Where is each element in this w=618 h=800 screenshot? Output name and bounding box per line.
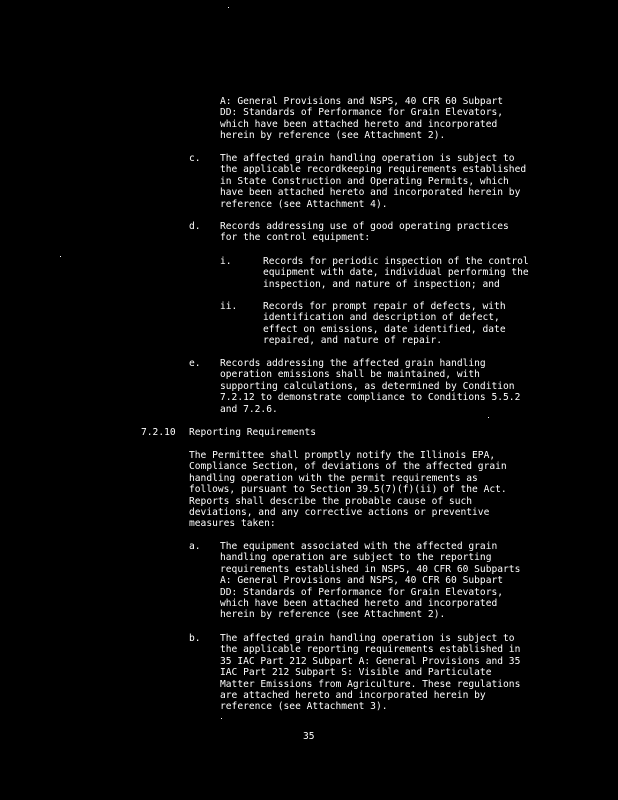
sub-item-i-text: Records for periodic inspection of the control equipment with date, individual performing the inspection, and nature of inspection; and	[263, 256, 529, 290]
sub-item-ii-marker: ii.	[220, 301, 238, 312]
scan-speck	[228, 7, 229, 8]
item-d-marker: d.	[189, 221, 201, 232]
sub-item-ii-text: Records for prompt repair of defects, with identification and description of defect, effect on emissions, date identified, date repaired, and nature of repair.	[263, 301, 506, 347]
report-item-b-marker: b.	[189, 633, 201, 644]
section-heading: Reporting Requirements	[189, 427, 317, 438]
reporting-intro-paragraph: The Permittee shall promptly notify the Illinois EPA, Compliance Section, of deviations of the affected grain handling operation with the permit requirements as follows, pursuant to Section 39.5(7)(f)(ii) of the Act. Reports shall describe the probable cause of such deviations, and any corrective actions or preventive measures taken:	[189, 450, 507, 530]
sub-item-i-marker: i.	[220, 256, 232, 267]
item-e-marker: e.	[189, 358, 201, 369]
item-e-text: Records addressing the affected grain handling operation emissions shall be maintained, with supporting calculations, as determined by Condition 7.2.12 to demonstrate compliance to Conditions 5.5.2 and 7.2.6.	[220, 358, 521, 415]
report-item-a-text: The equipment associated with the affected grain handling operation are subject to the reporting requirements established in NSPS, 40 CFR 60 Subparts A: General Provisions and NSPS, 40 CFR 60 Subpart DD: Standards of Performance for Grain Elevators, which have been attached hereto and incorporated herein by reference (see Attachment 2).	[220, 541, 521, 621]
section-number: 7.2.10	[141, 427, 176, 438]
continued-paragraph: A: General Provisions and NSPS, 40 CFR 60 Subpart DD: Standards of Performance for Grain Elevators, which have been attached hereto and incorporated herein by reference (see Attachment 2).	[220, 96, 504, 142]
scan-speck	[221, 718, 222, 719]
report-item-a-marker: a.	[189, 541, 201, 552]
scan-speck	[488, 417, 489, 418]
scan-speck	[60, 256, 61, 257]
item-c-marker: c.	[189, 153, 201, 164]
item-d-text: Records addressing use of good operating practices for the control equipment:	[220, 221, 509, 244]
item-c-text: The affected grain handling operation is subject to the applicable recordkeeping requirements established in State Construction and Operating Permits, which have been attached hereto and incorporated herein by reference (see Attachment 4).	[220, 153, 527, 210]
page-number: 35	[303, 731, 315, 742]
report-item-b-text: The affected grain handling operation is subject to the applicable reporting requirements established in 35 IAC Part 212 Subpart A: General Provisions and 35 IAC Part 212 Subpart S: Visible and Particulate Matter Emissions from Agriculture. These regulations are attached hereto and incorporated herein by reference (see Attachment 3).	[220, 633, 521, 713]
